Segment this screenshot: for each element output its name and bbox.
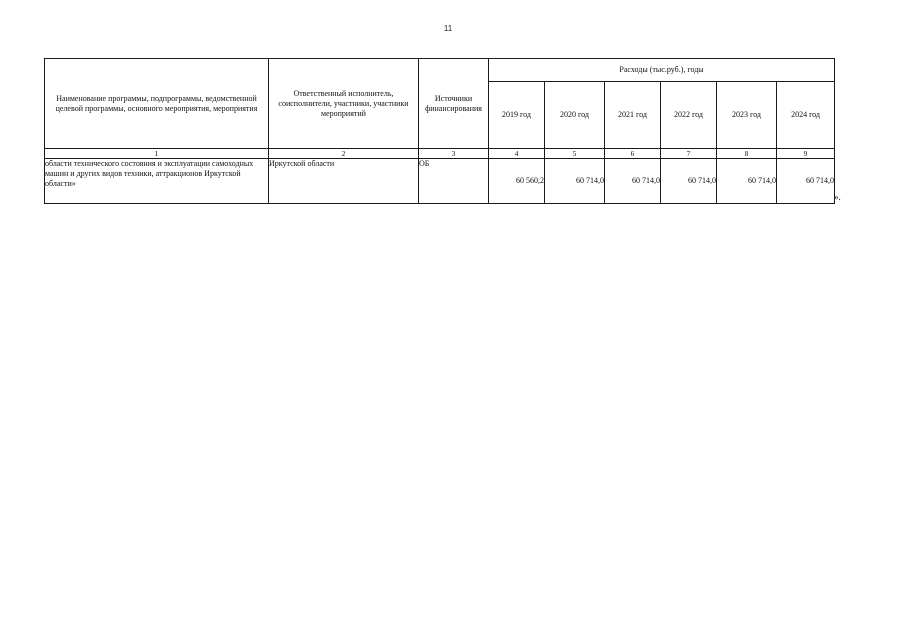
- column-number: 5: [545, 149, 605, 159]
- column-number: 2: [269, 149, 419, 159]
- header-name: Наименование программы, подпрограммы, ведомственной целевой программы, основного мероприятия, мероприятия: [45, 59, 269, 149]
- page-number: 11: [443, 24, 453, 33]
- row-value-2021: 60 714,0: [605, 159, 661, 204]
- row-value-2023: 60 714,0: [717, 159, 777, 204]
- column-number: 1: [45, 149, 269, 159]
- header-year: 2023 год: [717, 82, 777, 149]
- header-year: 2022 год: [661, 82, 717, 149]
- column-number: 3: [419, 149, 489, 159]
- header-year: 2024 год: [777, 82, 835, 149]
- header-year: 2020 год: [545, 82, 605, 149]
- header-year: 2019 год: [489, 82, 545, 149]
- row-executor-cell: Иркутской области: [269, 159, 419, 204]
- column-number-row: [45, 149, 835, 159]
- row-name-cell: области технического состояния и эксплуатации самоходных машин и других видов техники, аттракционов Иркутской области»: [45, 159, 269, 204]
- row-value-2022: 60 714,0: [661, 159, 717, 204]
- header-year: 2021 год: [605, 82, 661, 149]
- row-value-2020: 60 714,0: [545, 159, 605, 204]
- header-executor: Ответственный исполнитель, соисполнители, участники, участники мероприятий: [269, 59, 419, 149]
- row-source-cell: ОБ: [419, 159, 489, 204]
- table-row: [45, 159, 835, 204]
- row-value-2024: 60 714,0: [777, 159, 835, 204]
- header-expenses: Расходы (тыс.руб.), годы: [489, 59, 835, 82]
- column-number: 8: [717, 149, 777, 159]
- header-sources: Источники финансирования: [419, 59, 489, 149]
- column-number: 7: [661, 149, 717, 159]
- column-number: 9: [777, 149, 835, 159]
- column-number: 6: [605, 149, 661, 159]
- budget-table: [44, 58, 835, 204]
- row-value-2019: 60 560,2: [489, 159, 545, 204]
- column-number: 4: [489, 149, 545, 159]
- closing-quote-mark: ».: [834, 192, 841, 202]
